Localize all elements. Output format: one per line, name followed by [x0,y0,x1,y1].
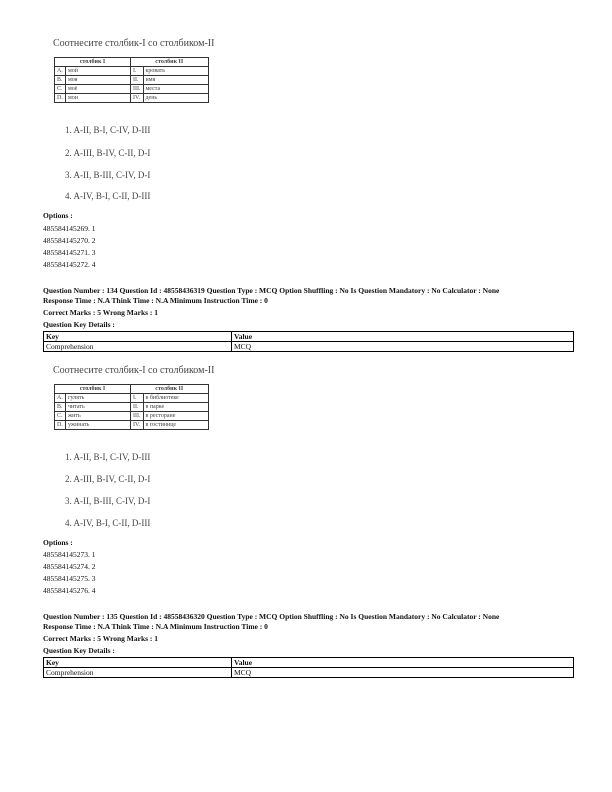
column-1-cell: моё [66,85,131,94]
question-1-image [53,38,573,201]
key-details-table-1 [43,331,574,352]
column-2-cell: в парке [143,403,208,412]
value-header: Value [232,332,574,342]
column-1-header: столбик I [55,58,131,67]
column-2-cell: в гостинице [143,421,208,430]
question-meta-line: Question Number : 135 Question Id : 48558436320 Question Type : MCQ Option Shuffling : No Is Question Mandatory : No Calculator : None [43,612,500,621]
answer-choice-2: 2. A-III, B-IV, C-II, D-I [65,148,151,158]
key-cell: Comprehension [44,342,232,352]
options-label: Options : [43,538,73,547]
row-numeral: I. [131,67,144,76]
question-meta-line: Response Time : N.A Think Time : N.A Minimum Instruction Time : 0 [43,296,268,305]
row-letter: C. [55,412,66,421]
column-1-cell: гулять [66,394,131,403]
row-letter: B. [55,403,66,412]
question-meta-line: Response Time : N.A Think Time : N.A Minimum Instruction Time : 0 [43,622,268,631]
marks-line: Correct Marks : 5 Wrong Marks : 1 [43,308,159,317]
value-cell: MCQ [232,668,574,678]
row-numeral: III. [131,412,144,421]
key-header: Key [44,332,232,342]
row-letter: A. [55,394,66,403]
column-1-cell: ужинать [66,421,131,430]
column-1-cell: читать [66,403,131,412]
marks-line: Correct Marks : 5 Wrong Marks : 1 [43,634,159,643]
row-numeral: III. [131,85,144,94]
row-numeral: II. [131,76,144,85]
table-row [55,67,209,76]
column-2-cell: в ресторане [143,412,208,421]
column-1-header: столбик I [55,385,131,394]
option-id: 485584145272. 4 [43,260,96,269]
table-row [55,412,209,421]
matching-table-1 [54,57,209,103]
column-1-cell: мои [66,94,131,103]
row-numeral: IV. [131,421,144,430]
column-2-cell: в библиотеке [143,394,208,403]
option-id: 485584145270. 2 [43,236,96,245]
row-numeral: II. [131,403,144,412]
options-label: Options : [43,211,73,220]
answer-choice-3: 3. A-II, B-III, C-IV, D-I [65,496,151,506]
question-2-image [53,365,573,528]
key-details-label: Question Key Details : [43,646,115,655]
column-2-cell: места [143,85,208,94]
column-2-header: столбик II [131,58,209,67]
row-numeral: I. [131,394,144,403]
option-id: 485584145269. 1 [43,224,96,233]
table-row [55,94,209,103]
column-1-cell: мой [66,67,131,76]
key-details-table-2 [43,657,574,678]
column-2-header: столбик II [131,385,209,394]
row-letter: C. [55,85,66,94]
question-meta-line: Question Number : 134 Question Id : 48558436319 Question Type : MCQ Option Shuffling : No Is Question Mandatory : No Calculator : None [43,286,500,295]
table-row [55,403,209,412]
table-row [55,76,209,85]
row-numeral: IV. [131,94,144,103]
key-cell: Comprehension [44,668,232,678]
column-1-cell: моя [66,76,131,85]
value-cell: MCQ [232,342,574,352]
option-id: 485584145275. 3 [43,574,96,583]
option-id: 485584145274. 2 [43,562,96,571]
row-letter: A. [55,67,66,76]
question-1-title: Соотнесите столбик-I со столбиком-II [53,38,215,49]
table-row [55,85,209,94]
matching-table-2 [54,384,209,430]
key-details-label: Question Key Details : [43,320,115,329]
option-id: 485584145276. 4 [43,586,96,595]
option-id: 485584145271. 3 [43,248,96,257]
column-2-cell: кровать [143,67,208,76]
row-letter: D. [55,421,66,430]
table-row [55,394,209,403]
option-id: 485584145273. 1 [43,550,96,559]
key-header: Key [44,658,232,668]
column-1-cell: жить [66,412,131,421]
question-2-title: Соотнесите столбик-I со столбиком-II [53,365,215,376]
column-2-cell: имя [143,76,208,85]
answer-choice-4: 4. A-IV, B-I, C-II, D-III [65,191,151,201]
value-header: Value [232,658,574,668]
answer-choice-2: 2. A-III, B-IV, C-II, D-I [65,474,151,484]
answer-choice-1: 1. A-II, B-I, C-IV, D-III [65,125,151,135]
row-letter: B. [55,76,66,85]
column-2-cell: день [143,94,208,103]
answer-choice-4: 4. A-IV, B-I, C-II, D-III [65,518,151,528]
answer-choice-1: 1. A-II, B-I, C-IV, D-III [65,452,151,462]
table-row [55,421,209,430]
answer-choice-3: 3. A-II, B-III, C-IV, D-I [65,170,151,180]
row-letter: D. [55,94,66,103]
